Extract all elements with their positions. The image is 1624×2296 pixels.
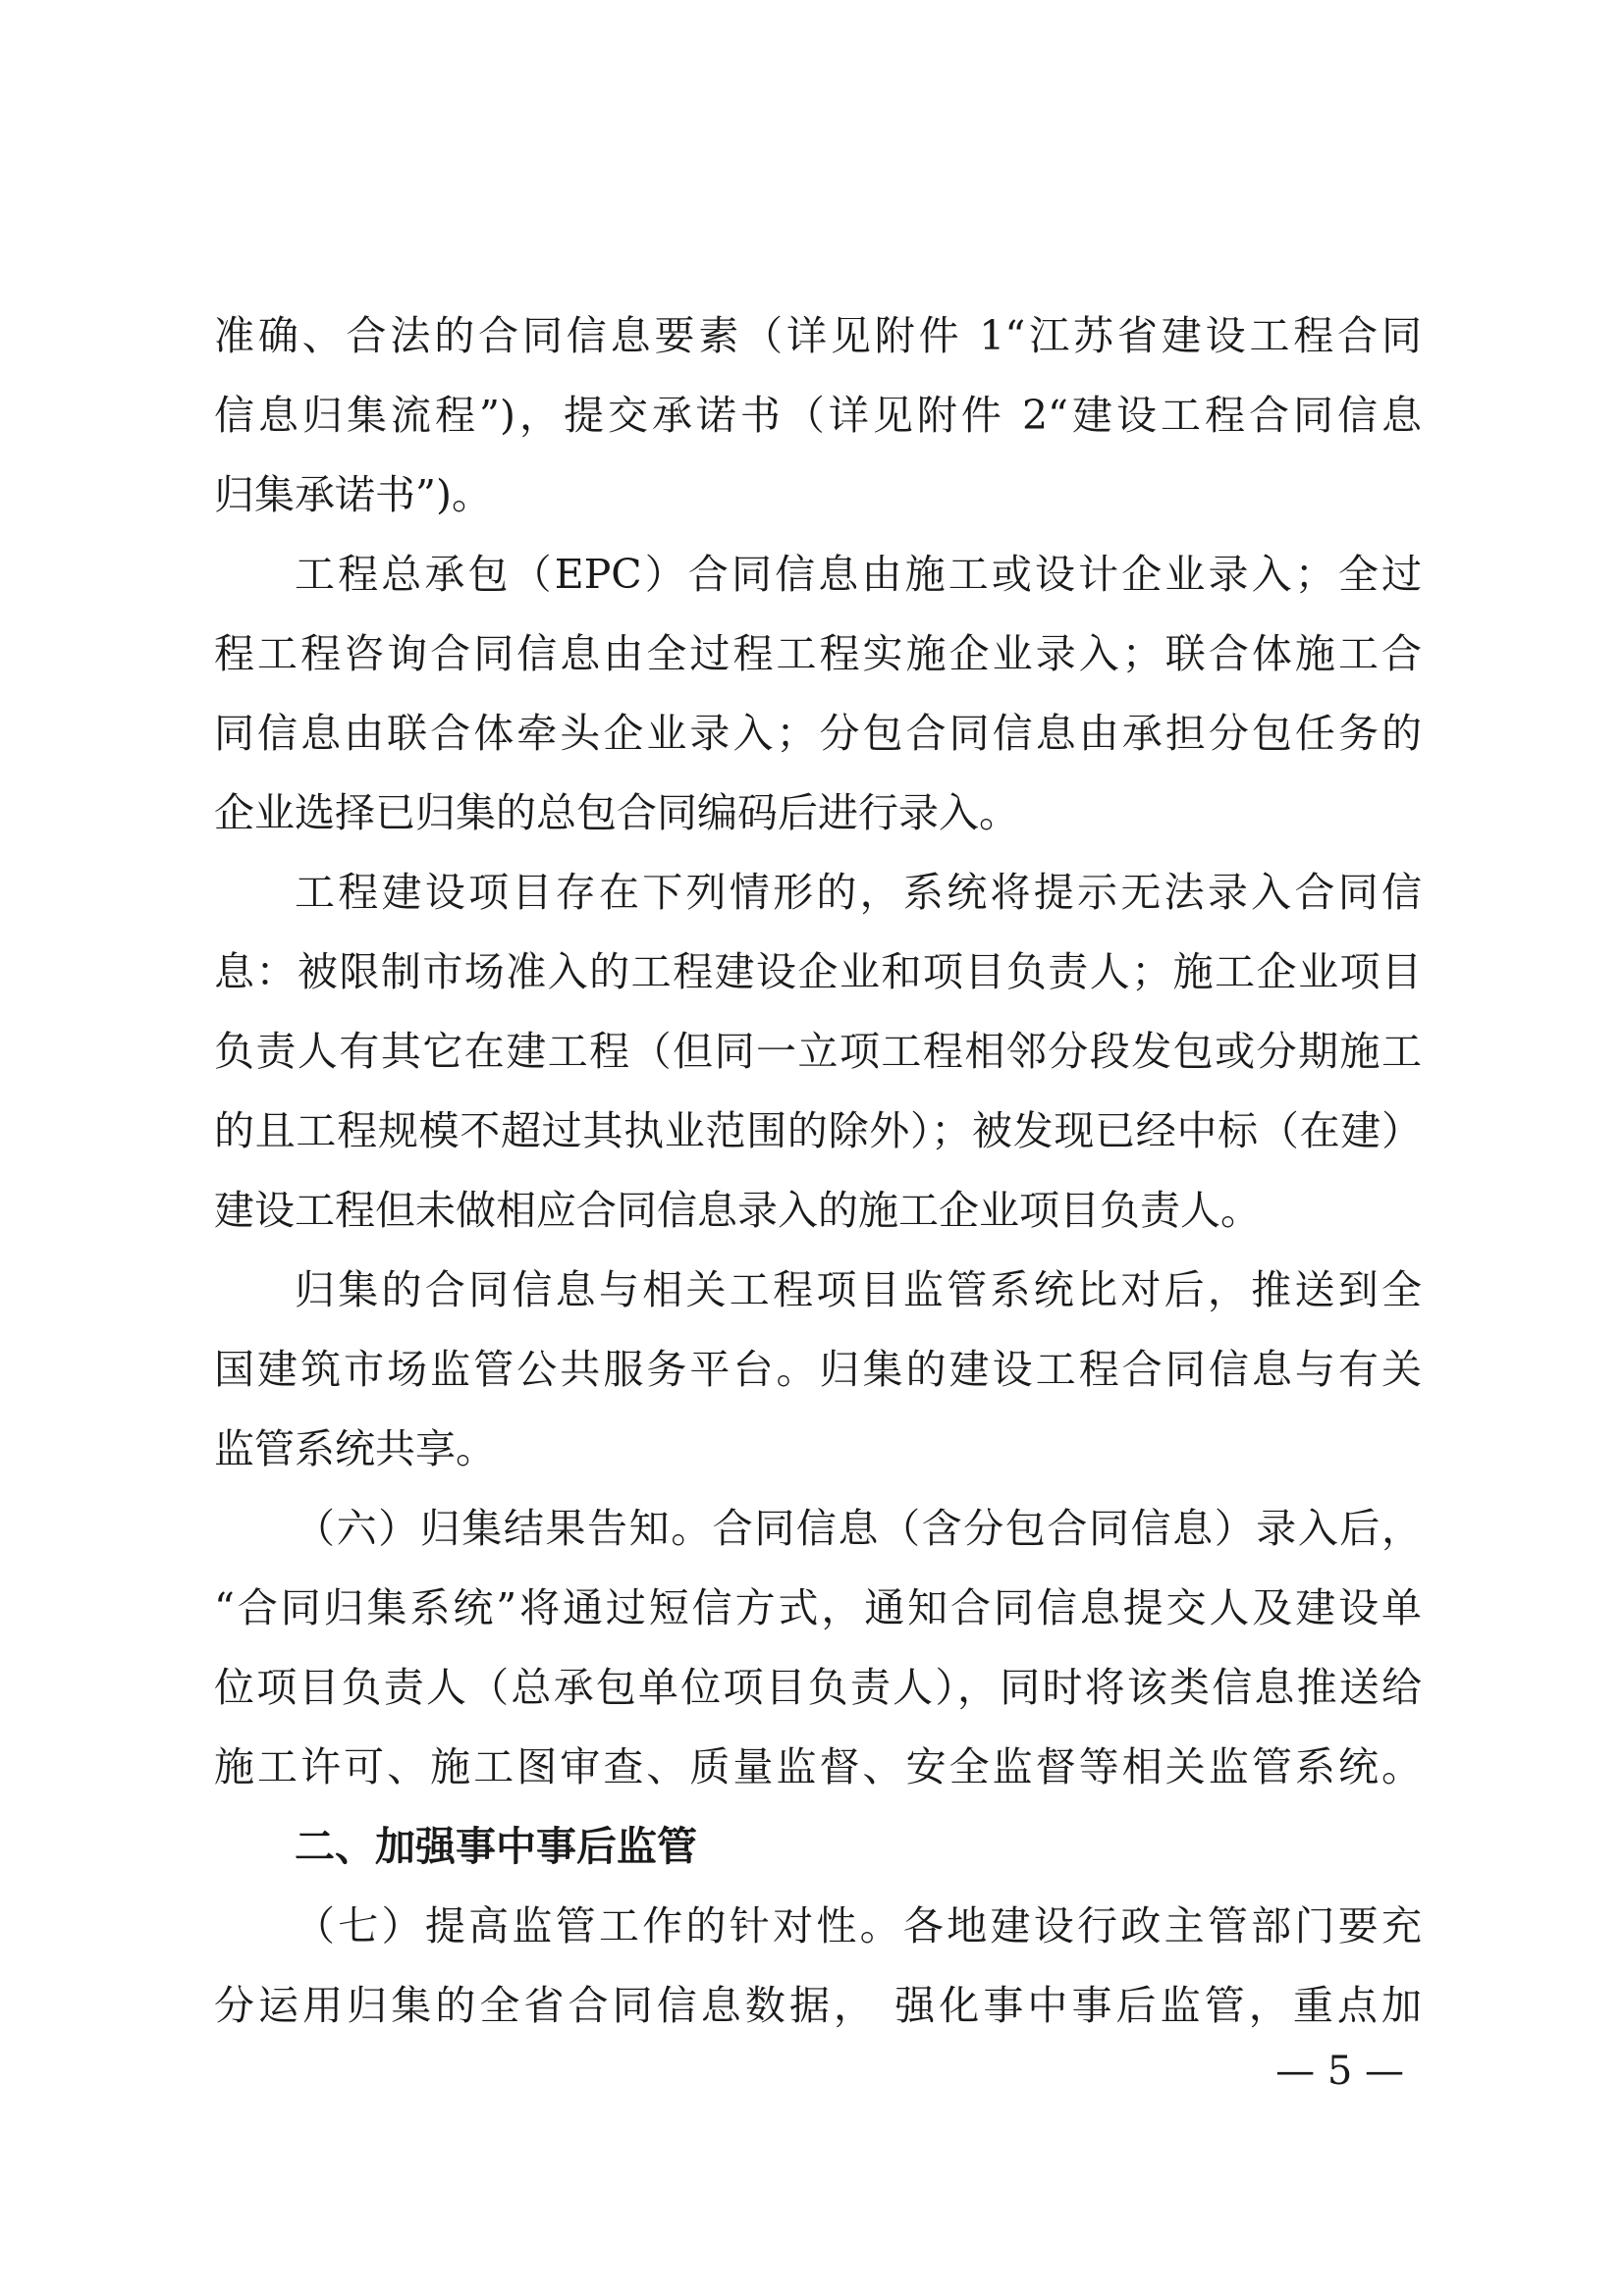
body-text-line: 负责人有其它在建工程（但同一立项工程相邻分段发包或分期施工 — [214, 1028, 1422, 1075]
section-heading: 二、加强事中事后监管 — [295, 1823, 697, 1870]
body-text-line: 息：被限制市场准入的工程建设企业和项目负责人；施工企业项目 — [214, 948, 1422, 995]
paragraph-first-line: 工程总承包（EPC）合同信息由施工或设计企业录入；全过 — [295, 551, 1422, 598]
body-text-line: 施工许可、施工图审查、质量监督、安全监督等相关监管系统。 — [214, 1743, 1422, 1790]
body-text-line: 归集承诺书”)。 — [214, 471, 492, 518]
body-text-line: 程工程咨询合同信息由全过程工程实施企业录入；联合体施工合 — [214, 630, 1422, 677]
body-text-line: 建设工程但未做相应合同信息录入的施工企业项目负责人。 — [214, 1187, 1261, 1234]
paragraph-first-line: 工程建设项目存在下列情形的，系统将提示无法录入合同信 — [295, 869, 1422, 916]
body-text-line: 信息归集流程”)，提交承诺书（详见附件 2“建设工程合同信息 — [214, 392, 1422, 439]
body-text-line: 国建筑市场监管公共服务平台。归集的建设工程合同信息与有关 — [214, 1346, 1422, 1393]
page-number: — 5 — — [1275, 2049, 1404, 2094]
body-text-line: 企业选择已归集的总包合同编码后进行录入。 — [214, 789, 1019, 836]
body-text-line: 分运用归集的全省合同信息数据， 强化事中事后监管，重点加 — [214, 1982, 1422, 2029]
paragraph-first-line: 归集的合同信息与相关工程项目监管系统比对后，推送到全 — [295, 1266, 1422, 1313]
body-text-line: 准确、合法的合同信息要素（详见附件 1“江苏省建设工程合同 — [214, 312, 1422, 359]
body-text-line: 同信息由联合体牵头企业录入；分包合同信息由承担分包任务的 — [214, 710, 1422, 757]
body-text-line: 的且工程规模不超过其执业范围的除外）；被发现已经中标（在建） — [214, 1107, 1422, 1154]
paragraph-first-line: （六）归集结果告知。合同信息（含分包合同信息）录入后， — [295, 1505, 1422, 1552]
paragraph-first-line: （七）提高监管工作的针对性。各地建设行政主管部门要充 — [295, 1902, 1422, 1949]
body-text-line: “合同归集系统”将通过短信方式，通知合同信息提交人及建设单 — [214, 1584, 1422, 1631]
body-text-line: 位项目负责人（总承包单位项目负责人），同时将该类信息推送给 — [214, 1664, 1422, 1711]
body-text-line: 监管系统共享。 — [214, 1425, 496, 1472]
